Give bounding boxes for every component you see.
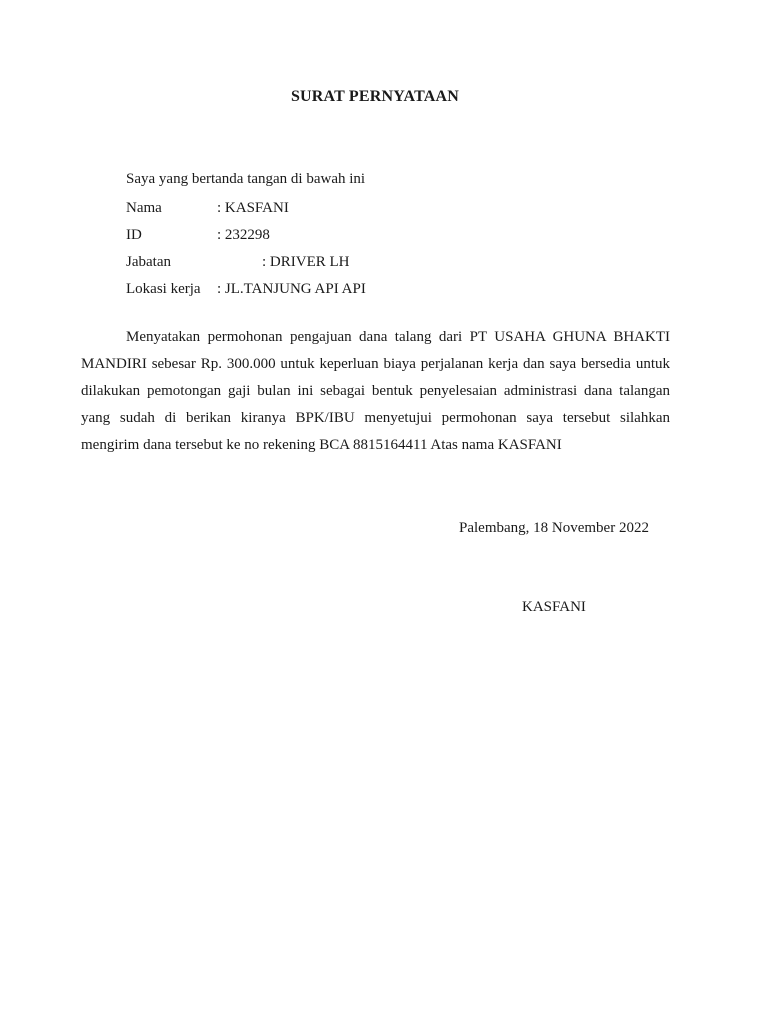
statement-paragraph: Menyatakan permohonan pengajuan dana talang dari PT USAHA GHUNA BHAKTI MANDIRI sebesar Rp. 300.000 untuk keperluan biaya perjalanan kerja dan saya bersedia untuk dilakukan pemotongan gaji bulan ini sebagai bentuk penyelesaian administrasi dana talangan yang sudah di berikan kiranya BPK/IBU menyetujui permohonan saya tersebut silahkan mengirim dana tersebut ke no rekening BCA 8815164411 Atas nama KASFANI <box>81 329 670 453</box>
intro-text: Saya yang bertanda tangan di bawah ini <box>126 171 366 187</box>
field-row-id <box>126 227 526 247</box>
field-row-jabatan <box>126 254 526 274</box>
field-label-lokasi: Lokasi kerja <box>126 281 201 297</box>
field-label-nama: Nama <box>126 200 162 216</box>
document-title: SURAT PERNYATAAN <box>290 88 460 105</box>
field-label-id: ID <box>126 227 142 243</box>
field-value-jabatan: : DRIVER LH <box>262 254 350 270</box>
place-date: Palembang, 18 November 2022 <box>459 520 649 536</box>
field-label-jabatan: Jabatan <box>126 254 171 270</box>
field-value-id: : 232298 <box>217 227 270 243</box>
field-value-lokasi: : JL.TANJUNG API API <box>217 281 366 297</box>
field-value-nama: : KASFANI <box>217 200 289 216</box>
signer-name: KASFANI <box>522 599 586 615</box>
field-row-nama <box>126 200 526 220</box>
field-row-lokasi <box>126 281 526 301</box>
